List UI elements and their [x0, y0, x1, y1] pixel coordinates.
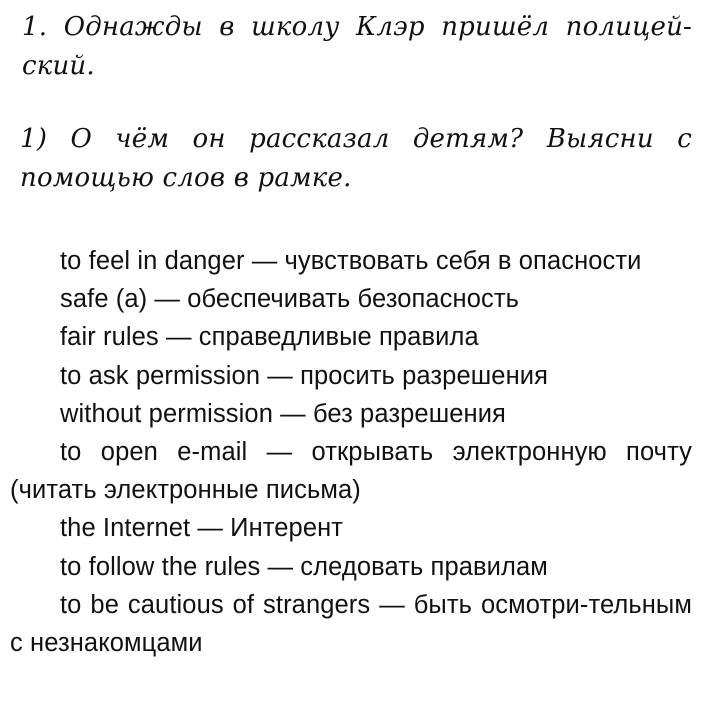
vocabulary-list	[10, 242, 692, 662]
vocab-entry: to be cautious of strangers — быть осмотри-тельным с незнакомцами	[10, 590, 692, 658]
vocab-entry: the Internet — Интерент	[60, 514, 344, 543]
vocab-entry: safe (a) — обеспечивать безопасность	[60, 285, 520, 314]
vocab-entry: to ask permission — просить разрешения	[60, 361, 549, 390]
vocab-entry: to open e-mail — открывать электронную почту (читать электронные письма)	[10, 438, 692, 505]
task-question: 1) О чём он рассказал детям? Выясни с помощью слов в рамке.	[20, 124, 692, 193]
vocab-entry: without permission — без разрешения	[60, 399, 506, 428]
vocab-entry: fair rules — справедливые правила	[60, 323, 479, 352]
task-heading: 1. Однажды в школу Клэр пришёл полицей-ский.	[22, 12, 692, 81]
vocab-entry: to follow the rules — следовать правилам	[60, 552, 548, 581]
vocab-entry: to feel in danger — чувствовать себя в опасности	[60, 247, 642, 275]
